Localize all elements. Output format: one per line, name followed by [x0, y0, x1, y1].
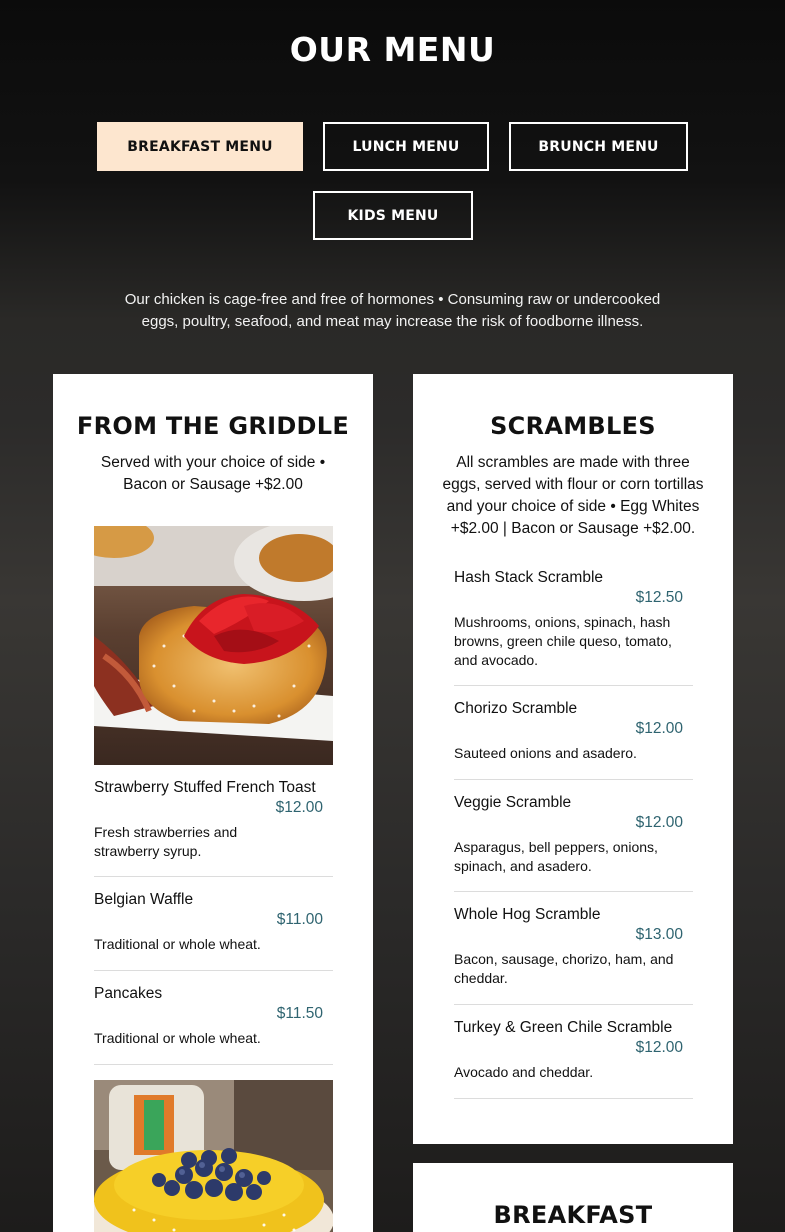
item-description: Mushrooms, onions, spinach, hash browns, green chile queso, tomato, and avocado.: [454, 614, 672, 668]
list-item[interactable]: [94, 985, 333, 1065]
item-description: Traditional or whole wheat.: [94, 936, 261, 952]
tab-lunch-menu[interactable]: LUNCH MENU: [323, 122, 489, 171]
list-item[interactable]: [454, 700, 693, 780]
item-description: Bacon, sausage, chorizo, ham, and cheddar.: [454, 951, 674, 986]
french-toast-photo: [94, 526, 333, 765]
list-item[interactable]: [454, 569, 693, 686]
griddle-card: [53, 374, 373, 1232]
griddle-description: Served with your choice of side • Bacon or Sausage +$2.00: [100, 454, 326, 493]
item-description: Fresh strawberries and strawberry syrup.: [94, 824, 238, 859]
scrambles-title: SCRAMBLES: [490, 412, 656, 440]
pancake-image: [94, 1080, 333, 1232]
tab-breakfast-menu[interactable]: BREAKFAST MENU: [97, 122, 303, 171]
breakfast-card: [413, 1163, 733, 1232]
list-item[interactable]: [454, 794, 693, 892]
list-item[interactable]: [454, 906, 693, 1005]
griddle-title: FROM THE GRIDDLE: [76, 412, 350, 440]
item-price: $12.50: [635, 589, 683, 606]
list-item[interactable]: [94, 891, 333, 971]
item-name: Chorizo Scramble: [454, 700, 578, 717]
item-description: Sauteed onions and asadero.: [454, 745, 637, 761]
page-title: OUR MENU: [289, 30, 496, 69]
item-name: Veggie Scramble: [454, 794, 572, 811]
item-name: Strawberry Stuffed French Toast: [94, 779, 316, 796]
breakfast-title: BREAKFAST: [493, 1201, 653, 1229]
item-price: $11.50: [276, 1005, 323, 1022]
item-price: $12.00: [635, 814, 683, 831]
item-name: Belgian Waffle: [94, 891, 194, 908]
item-price: $11.00: [276, 911, 323, 928]
french-toast-image: [94, 526, 333, 765]
list-item[interactable]: [94, 779, 333, 877]
item-name: Pancakes: [94, 985, 163, 1002]
item-price: $13.00: [635, 926, 683, 943]
item-price: $12.00: [275, 799, 323, 816]
item-name: Whole Hog Scramble: [454, 906, 601, 923]
item-price: $12.00: [635, 1039, 683, 1056]
list-item[interactable]: [454, 1019, 693, 1099]
item-price: $12.00: [635, 720, 683, 737]
item-name: Turkey & Green Chile Scramble: [454, 1019, 673, 1036]
pancake-photo: [94, 1080, 333, 1232]
scrambles-card: [413, 374, 733, 1144]
item-description: Avocado and cheddar.: [454, 1064, 594, 1080]
tab-brunch-menu[interactable]: BRUNCH MENU: [509, 122, 688, 171]
item-description: Traditional or whole wheat.: [94, 1030, 261, 1046]
item-description: Asparagus, bell peppers, onions, spinach, and asadero.: [454, 839, 658, 874]
food-safety-notice: Our chicken is cage-free and free of hormones • Consuming raw or undercooked eggs, poultry, seafood, and meat may increase the risk of foodborne illness.: [124, 291, 661, 330]
scrambles-description: All scrambles are made with three eggs, served with flour or corn tortillas and your choice of side • Egg Whites +$2.00 | Bacon or Sausage +$2.00.: [442, 454, 704, 537]
item-name: Hash Stack Scramble: [454, 569, 604, 586]
tab-kids-menu[interactable]: KIDS MENU: [313, 191, 473, 240]
